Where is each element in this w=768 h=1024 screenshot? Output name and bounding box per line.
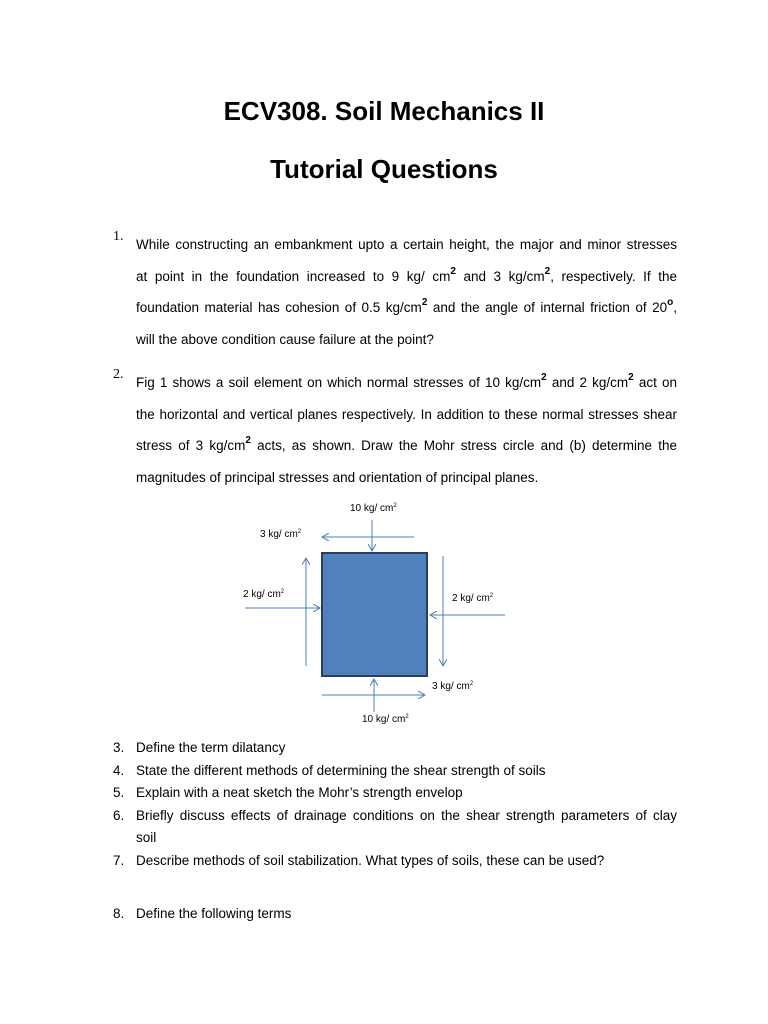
question-number: 2. [113, 367, 124, 382]
list-item-number: 8. [113, 906, 125, 921]
document-title: ECV308. Soil Mechanics II [223, 96, 545, 126]
right-stress-label: 2 kg/ $cm^2$ [452, 593, 494, 604]
question-8 [113, 903, 677, 926]
bottom-stress-label: 10 kg/ $cm^2$ [362, 714, 409, 725]
top-shear-label: 3 kg/ $cm^2$ [260, 529, 302, 540]
list-item-text: Describe methods of soil stabilization. What types of soils, these can be used? [136, 852, 605, 868]
list-item-number: 4. [113, 762, 125, 778]
list-item [113, 805, 677, 850]
question-number: 1. [113, 229, 124, 244]
bottom-shear-label: 3 kg/ $cm^2$ [432, 681, 474, 692]
question-line: Fig 1 shows a soil element on which normal stresses of 10 $kg/cm^2$ and 2 $kg/cm^2$ act on [136, 372, 677, 390]
list-item-text: Define the term dilatancy [136, 740, 286, 755]
question-list [113, 737, 677, 872]
list-item-text: Explain with a neat sketch the Mohr’s strength envelop [136, 785, 463, 800]
question-line: foundation material has cohesion of 0.5 $kg/cm^2$ and the angle of internal friction of 20$^o$, [136, 297, 677, 316]
list-item-number: 3. [113, 740, 125, 755]
list-item [113, 782, 677, 805]
list-item [113, 760, 677, 783]
question-line: at point in the foundation increased to 9 kg/ $cm^2$ and 3 $kg/cm^2$, respectively. If the [136, 265, 677, 284]
left-stress-label: 2 kg/ $cm^2$ [243, 589, 285, 600]
list-item [113, 737, 677, 760]
soil-element-block [322, 553, 427, 676]
list-item-number: 7. [113, 852, 125, 868]
list-item-text: Define the following terms [136, 906, 292, 921]
question-line: stress of 3 $kg/cm^2$ acts, as shown. Draw the Mohr stress circle and (b) determine the [136, 435, 677, 454]
list-item-text: Briefly discuss effects of drainage conditions on the shear strength parameters of clay [136, 807, 677, 823]
list-item-number: 5. [113, 785, 125, 800]
list-item-text: soil [136, 830, 157, 845]
list-item [113, 850, 677, 873]
list-item-number: 6. [113, 807, 125, 823]
top-stress-label: 10 kg/ $cm^2$ [350, 503, 397, 514]
question-line: the horizontal and vertical planes respectively. In addition to these normal stresses shear [136, 406, 677, 422]
document-subtitle: Tutorial Questions [270, 154, 498, 184]
list-item [113, 903, 677, 926]
question-line: magnitudes of principal stresses and orientation of principal planes. [136, 470, 539, 486]
list-item-text: State the different methods of determining the shear strength of soils [136, 762, 546, 778]
question-line: will the above condition cause failure at the point? [136, 332, 434, 348]
question-line: While constructing an embankment upto a certain height, the major and minor stresses [136, 237, 677, 252]
